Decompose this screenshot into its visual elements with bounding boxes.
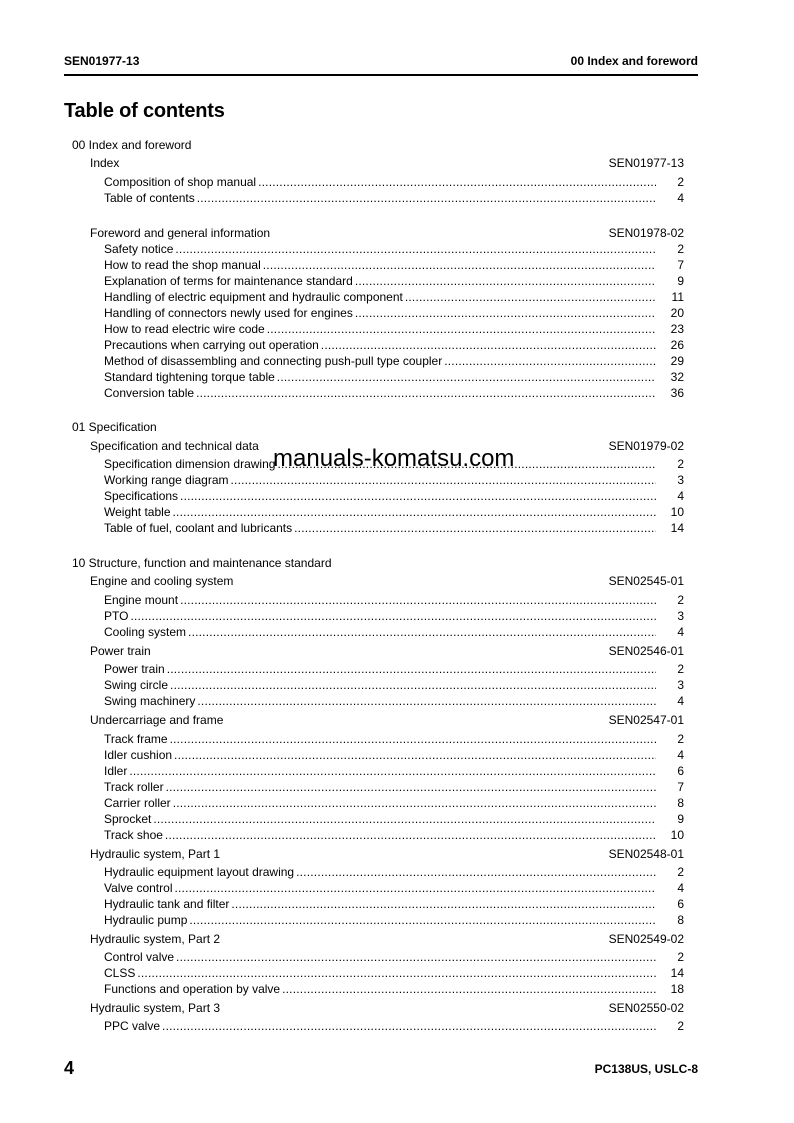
toc-item-page: 4	[677, 489, 684, 503]
toc-doc-code: SEN02545-01	[608, 574, 684, 588]
toc-item-page: 18	[670, 982, 684, 996]
toc-section[interactable]: 01 Specification	[72, 420, 157, 434]
toc-item-page: 3	[677, 609, 684, 623]
toc-item-label: Track frame	[104, 732, 168, 746]
leader-dots	[130, 608, 656, 624]
leader-dots	[175, 241, 656, 257]
toc-item-label: Table of contents	[104, 191, 195, 205]
toc-doc[interactable]	[90, 225, 684, 241]
leader-dots	[296, 864, 656, 880]
leader-dots	[166, 779, 656, 795]
toc-item-label: Engine mount	[104, 593, 179, 607]
toc-item-label: Table of fuel, coolant and lubricants	[104, 521, 293, 535]
toc-item-label: Working range diagram	[104, 473, 229, 487]
toc-item[interactable]	[104, 880, 684, 896]
toc-item-page: 4	[677, 625, 684, 639]
toc-doc[interactable]	[90, 846, 684, 862]
toc-item-label: Swing circle	[104, 678, 169, 692]
toc-item-label: Specification dimension drawing	[104, 457, 276, 471]
toc-item-page: 20	[670, 306, 684, 320]
leader-dots	[129, 763, 656, 779]
toc-item[interactable]	[104, 504, 684, 520]
leader-dots	[180, 488, 656, 504]
watermark: manuals-komatsu.com	[273, 445, 515, 472]
toc-item-page: 2	[677, 457, 684, 471]
toc-doc-code: SEN02548-01	[608, 847, 684, 861]
toc-item-page: 2	[677, 593, 684, 607]
toc-item[interactable]	[104, 488, 684, 504]
leader-dots	[189, 912, 656, 928]
toc-item-label: Conversion table	[104, 386, 195, 400]
toc-item-label: Swing machinery	[104, 694, 196, 708]
leader-dots	[231, 472, 656, 488]
toc-item-label: Hydraulic equipment layout drawing	[104, 865, 295, 879]
toc-item-page: 2	[677, 865, 684, 879]
toc-doc-label: Hydraulic system, Part 1	[90, 847, 221, 861]
toc-doc-label: Undercarriage and frame	[90, 713, 224, 727]
footer-model: PC138US, USLC-8	[594, 1062, 698, 1076]
toc-doc[interactable]	[90, 155, 684, 171]
toc-item-label: Idler cushion	[104, 748, 173, 762]
leader-dots	[170, 677, 656, 693]
leader-dots	[162, 1018, 656, 1034]
toc-doc-code: SEN02546-01	[608, 644, 684, 658]
toc-item[interactable]	[104, 811, 684, 827]
toc-item-label: PTO	[104, 609, 129, 623]
leader-dots	[197, 190, 656, 206]
toc-item-page: 9	[677, 274, 684, 288]
leader-dots	[405, 289, 656, 305]
toc-item-page: 10	[670, 505, 684, 519]
toc-item-page: 2	[677, 175, 684, 189]
leader-dots	[197, 693, 656, 709]
leader-dots	[444, 353, 656, 369]
toc-item-page: 4	[677, 881, 684, 895]
leader-dots	[174, 747, 656, 763]
toc-item[interactable]	[104, 353, 684, 369]
toc-item-page: 10	[670, 828, 684, 842]
toc-item-page: 2	[677, 950, 684, 964]
toc-doc[interactable]	[90, 931, 684, 947]
toc-item-page: 32	[670, 370, 684, 384]
toc-item[interactable]	[104, 864, 684, 880]
toc-item[interactable]	[104, 763, 684, 779]
toc-doc[interactable]	[90, 712, 684, 728]
toc-item[interactable]	[104, 1018, 684, 1034]
toc-item-label: How to read the shop manual	[104, 258, 261, 272]
toc-item[interactable]	[104, 520, 684, 536]
toc-item[interactable]	[104, 661, 684, 677]
toc-item-label: Valve control	[104, 881, 173, 895]
toc-item[interactable]	[104, 896, 684, 912]
leader-dots	[282, 981, 656, 997]
toc-item-page: 23	[670, 322, 684, 336]
toc-section[interactable]: 00 Index and foreword	[72, 138, 192, 152]
toc-item[interactable]	[104, 241, 684, 257]
toc-item-label: Sprocket	[104, 812, 152, 826]
leader-dots	[174, 880, 656, 896]
header-rule	[64, 74, 698, 76]
toc-item-label: Method of disassembling and connecting push-pull type coupler	[104, 354, 443, 368]
toc-item[interactable]	[104, 779, 684, 795]
header-doc-code: SEN01977-13	[64, 54, 140, 68]
leader-dots	[277, 369, 656, 385]
toc-item[interactable]	[104, 624, 684, 640]
leader-dots	[180, 592, 656, 608]
toc-item[interactable]	[104, 677, 684, 693]
toc-item-page: 14	[670, 966, 684, 980]
toc-doc[interactable]	[90, 643, 684, 659]
toc-item-label: Control valve	[104, 950, 175, 964]
toc-doc-label: Engine and cooling system	[90, 574, 234, 588]
leader-dots	[267, 321, 656, 337]
toc-item[interactable]	[104, 174, 684, 190]
toc-doc-code: SEN01978-02	[608, 226, 684, 240]
toc-item-page: 2	[677, 242, 684, 256]
toc-item-page: 3	[677, 473, 684, 487]
toc-item-label: Functions and operation by valve	[104, 982, 281, 996]
leader-dots	[231, 896, 656, 912]
toc-item[interactable]	[104, 608, 684, 624]
leader-dots	[188, 624, 656, 640]
toc-item-label: Power train	[104, 662, 165, 676]
toc-item[interactable]	[104, 827, 684, 843]
footer-page-number: 4	[64, 1058, 75, 1078]
leader-dots	[263, 257, 656, 273]
toc-item[interactable]	[104, 305, 684, 321]
leader-dots	[165, 827, 656, 843]
toc-item-label: Standard tightening torque table	[104, 370, 275, 384]
toc-item[interactable]	[104, 273, 684, 289]
toc-item-page: 3	[677, 678, 684, 692]
toc-item-page: 8	[677, 796, 684, 810]
leader-dots	[167, 661, 656, 677]
toc-item-page: 4	[677, 191, 684, 205]
toc-item[interactable]	[104, 747, 684, 763]
toc-item[interactable]	[104, 949, 684, 965]
toc-item[interactable]	[104, 592, 684, 608]
toc-doc[interactable]	[90, 573, 684, 589]
toc-item-page: 9	[677, 812, 684, 826]
toc-item-page: 2	[677, 662, 684, 676]
leader-dots	[173, 795, 656, 811]
toc-item[interactable]	[104, 257, 684, 273]
toc-item-label: Safety notice	[104, 242, 174, 256]
toc-item-label: Handling of connectors newly used for engines	[104, 306, 353, 320]
toc-item-label: Track roller	[104, 780, 164, 794]
toc-item-label: Hydraulic pump	[104, 913, 188, 927]
toc-item[interactable]	[104, 693, 684, 709]
toc-doc-code: SEN01979-02	[608, 439, 684, 453]
leader-dots	[176, 949, 656, 965]
toc-item[interactable]	[104, 385, 684, 401]
toc-item-page: 36	[670, 386, 684, 400]
toc-doc-code: SEN01977-13	[608, 156, 684, 170]
leader-dots	[153, 811, 656, 827]
toc-item[interactable]	[104, 965, 684, 981]
leader-dots	[173, 504, 657, 520]
toc-item[interactable]	[104, 981, 684, 997]
toc-item-label: Track shoe	[104, 828, 163, 842]
leader-dots	[258, 174, 656, 190]
toc-item-label: Cooling system	[104, 625, 187, 639]
toc-item-page: 2	[677, 1019, 684, 1033]
toc-item[interactable]	[104, 190, 684, 206]
toc-item[interactable]	[104, 731, 684, 747]
toc-item-label: Handling of electric equipment and hydraulic component	[104, 290, 403, 304]
toc-item-label: Carrier roller	[104, 796, 171, 810]
toc-item[interactable]	[104, 795, 684, 811]
leader-dots	[170, 731, 656, 747]
toc-item-page: 14	[670, 521, 684, 535]
leader-dots	[196, 385, 656, 401]
header-section: 00 Index and foreword	[570, 54, 698, 68]
toc-item[interactable]	[104, 321, 684, 337]
toc-section[interactable]: 10 Structure, function and maintenance standard	[72, 556, 332, 570]
toc-doc-label: Power train	[90, 644, 151, 658]
toc-item-label: Precautions when carrying out operation	[104, 338, 319, 352]
toc-doc-label: Hydraulic system, Part 3	[90, 1001, 221, 1015]
toc-item[interactable]	[104, 289, 684, 305]
toc-item[interactable]	[104, 369, 684, 385]
toc-item-label: Hydraulic tank and filter	[104, 897, 230, 911]
toc-item-label: Weight table	[104, 505, 171, 519]
toc-item-label: Composition of shop manual	[104, 175, 257, 189]
page-title: Table of contents	[64, 100, 225, 122]
leader-dots	[321, 337, 656, 353]
toc-item-label: How to read electric wire code	[104, 322, 265, 336]
toc-item-label: Idler	[104, 764, 128, 778]
toc-item[interactable]	[104, 912, 684, 928]
toc-item-page: 8	[677, 913, 684, 927]
leader-dots	[294, 520, 656, 536]
toc-item-label: Explanation of terms for maintenance standard	[104, 274, 353, 288]
toc-doc[interactable]	[90, 1000, 684, 1016]
toc-doc-label: Index	[90, 156, 120, 170]
toc-item-page: 7	[677, 780, 684, 794]
toc-item-label: CLSS	[104, 966, 136, 980]
leader-dots	[355, 273, 656, 289]
toc-doc-label: Hydraulic system, Part 2	[90, 932, 221, 946]
toc-item-page: 11	[671, 290, 684, 304]
leader-dots	[137, 965, 656, 981]
toc-doc-label: Specification and technical data	[90, 439, 259, 453]
toc-item[interactable]	[104, 472, 684, 488]
toc-item-page: 4	[677, 694, 684, 708]
leader-dots	[355, 305, 656, 321]
toc-doc-label: Foreword and general information	[90, 226, 271, 240]
toc-doc-code: SEN02547-01	[608, 713, 684, 727]
toc-doc-code: SEN02549-02	[608, 932, 684, 946]
toc-item-page: 7	[677, 258, 684, 272]
toc-item-label: Specifications	[104, 489, 179, 503]
toc-item-page: 6	[677, 764, 684, 778]
toc-item-page: 29	[670, 354, 684, 368]
toc-doc-code: SEN02550-02	[608, 1001, 684, 1015]
toc-item-page: 4	[677, 748, 684, 762]
page-header	[64, 54, 698, 68]
toc-item-page: 2	[677, 732, 684, 746]
toc-item-page: 6	[677, 897, 684, 911]
toc-item-label: PPC valve	[104, 1019, 161, 1033]
toc-item[interactable]	[104, 337, 684, 353]
toc-item-page: 26	[670, 338, 684, 352]
